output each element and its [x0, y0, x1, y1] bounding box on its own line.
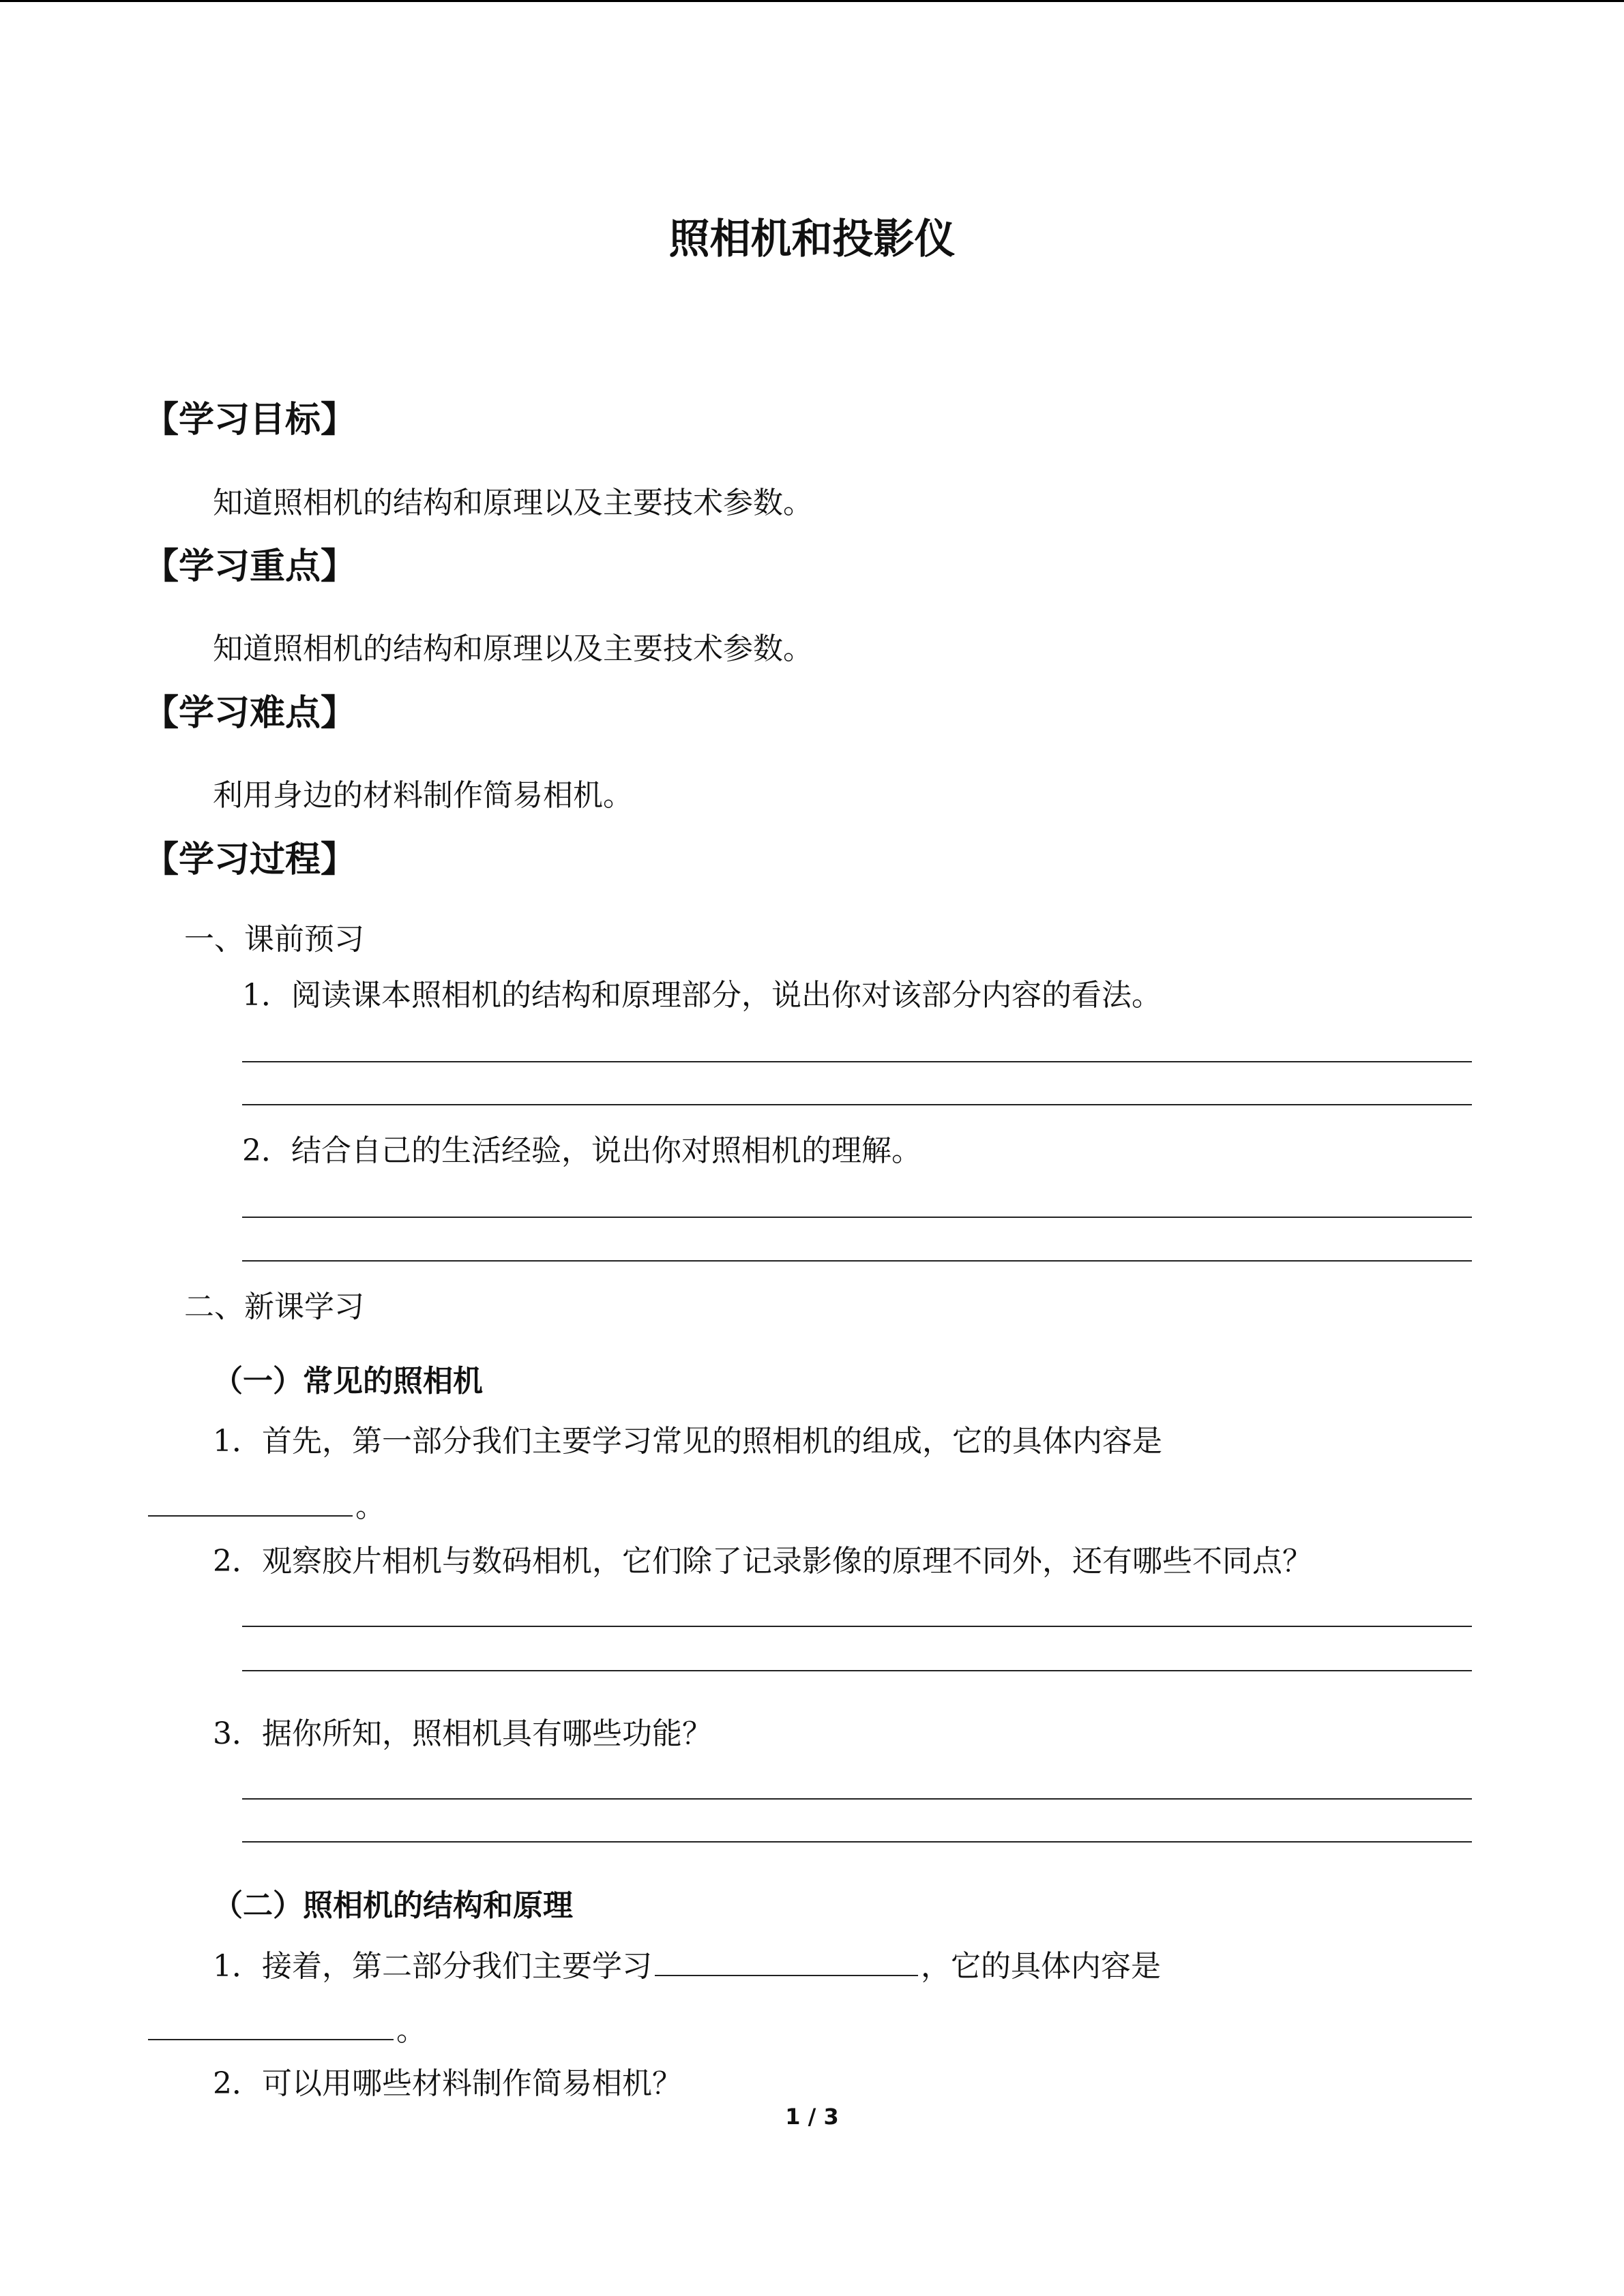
answer-line[interactable]	[242, 1061, 1472, 1062]
part1-question-3: 3．据你所知，照相机具有哪些功能？	[213, 1716, 712, 1751]
difficulty-heading: 【学习难点】	[143, 693, 357, 734]
answer-line[interactable]	[242, 1841, 1472, 1843]
answer-line[interactable]	[242, 1670, 1472, 1671]
period: 。	[355, 1489, 385, 1524]
part2-question-1-mid: ，它的具体内容是	[921, 1949, 1161, 1984]
key-point-heading: 【学习重点】	[143, 546, 357, 587]
answer-line[interactable]	[242, 1104, 1472, 1105]
fill-blank[interactable]	[148, 1485, 353, 1517]
goal-heading: 【学习目标】	[143, 400, 357, 441]
part1-question-1-blank-row	[148, 1482, 385, 1525]
key-point-text: 知道照相机的结构和原理以及主要技术参数。	[213, 631, 813, 666]
part1-question-1: 1．首先，第一部分我们主要学习常见的照相机的组成，它的具体内容是	[213, 1424, 1162, 1459]
preview-question-2: 2．结合自己的生活经验，说出你对照相机的理解。	[242, 1133, 921, 1168]
answer-line[interactable]	[242, 1798, 1472, 1800]
part1-heading: （一）常见的照相机	[213, 1364, 483, 1399]
part2-question-1-blank-row	[148, 2006, 426, 2049]
part2-question-1	[213, 1941, 1161, 1985]
part2-question-1-start: 1．接着，第二部分我们主要学习	[213, 1949, 652, 1984]
part2-question-2: 2．可以用哪些材料制作简易相机？	[213, 2066, 682, 2101]
answer-line[interactable]	[242, 1626, 1472, 1627]
fill-blank[interactable]	[655, 1945, 918, 1976]
preview-question-1: 1．阅读课本照相机的结构和原理部分，说出你对该部分内容的看法。	[242, 978, 1162, 1013]
part1-question-2: 2．观察胶片相机与数码相机，它们除了记录影像的原理不同外，还有哪些不同点？	[213, 1544, 1312, 1579]
preview-label: 一、课前预习	[184, 922, 364, 957]
difficulty-text: 利用身边的材料制作简易相机。	[213, 778, 633, 813]
new-lesson-label: 二、新课学习	[184, 1289, 364, 1324]
document-title: 照相机和投影仪	[668, 215, 956, 263]
period: 。	[396, 2013, 426, 2048]
answer-line[interactable]	[242, 1217, 1472, 1218]
page-number: 1 / 3	[785, 2104, 839, 2130]
part2-heading: （二）照相机的结构和原理	[213, 1888, 573, 1923]
process-heading: 【学习过程】	[143, 839, 357, 880]
fill-blank[interactable]	[148, 2009, 394, 2040]
answer-line[interactable]	[242, 1260, 1472, 1262]
goal-text: 知道照相机的结构和原理以及主要技术参数。	[213, 486, 813, 520]
